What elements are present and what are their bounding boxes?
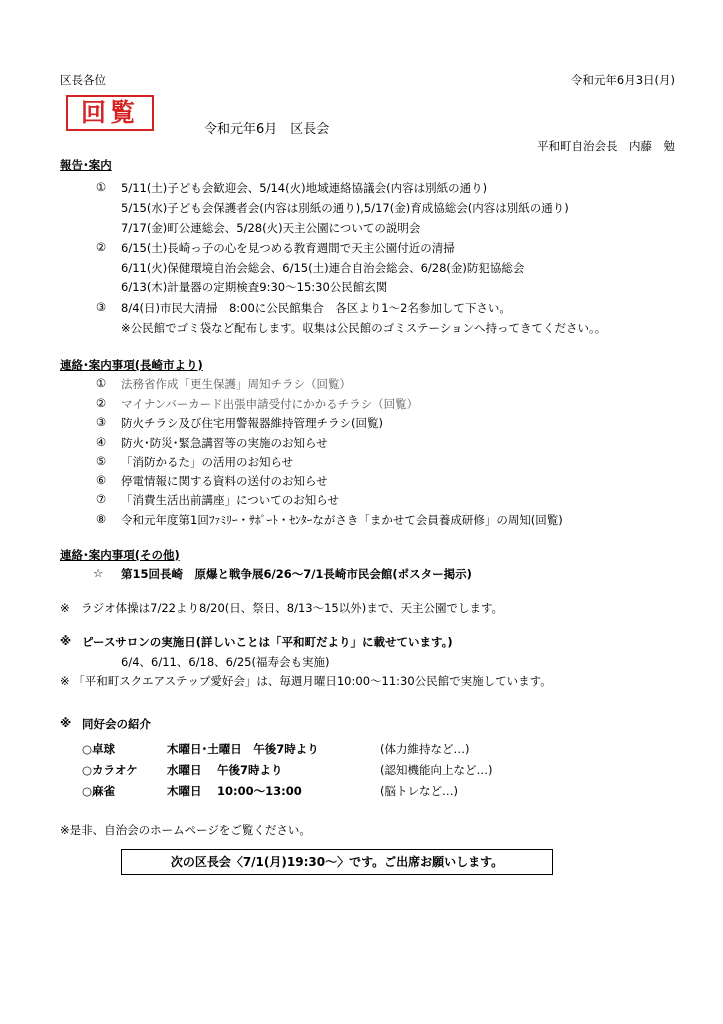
page-title: 令和元年6月 区長会 — [204, 122, 330, 137]
document-date: 令和元年6月3日(月) — [570, 73, 675, 87]
report-item-2-num: ② — [95, 240, 107, 254]
city-item-3: 防火チラシ及び住宅用警報器維持管理チラシ(回覧) — [121, 416, 383, 430]
report-item-2-line-2: 6/11(火)保健環境自治会総会、6/15(土)連合自治会総会、6/28(金)防犯協総会 — [121, 261, 525, 275]
square-step-note: ※ 「平和町スクエアステップ愛好会」は、毎週月曜日10:00～11:30公民館で実施しています。 — [60, 674, 552, 688]
other-notices-heading: 連絡･案内事項(その他) — [60, 548, 180, 562]
homepage-note: ※是非、自治会のホームページをご覧ください。 — [60, 823, 311, 837]
club-1-note: (体力維持など…) — [380, 742, 470, 756]
report-item-3-line-1: 8/4(日)市民大清掃 8:00に公民館集合 各区より1～2名参加して下さい。 — [121, 301, 511, 315]
addressee: 区長各位 — [60, 73, 106, 87]
circulation-stamp: 回覧 — [66, 95, 154, 131]
peace-salon-heading: ピースサロンの実施日(詳しいことは「平和町だより」に載せています。) — [82, 635, 453, 649]
club-1-name: ○卓球 — [82, 742, 116, 756]
city-item-6-num: ⑥ — [95, 473, 107, 487]
city-item-6: 停電情報に関する資料の送付のお知らせ — [121, 474, 328, 488]
club-2-schedule: 水曜日 午後7時より — [167, 763, 283, 777]
report-item-1-line-1: 5/11(土)子ども会歓迎会、5/14(火)地域連絡協議会(内容は別紙の通り) — [121, 181, 488, 195]
city-item-4-num: ④ — [95, 435, 107, 449]
next-meeting-box: 次の区長会〈7/1(月)19:30～〉です。ご出席お願いします。 — [121, 849, 553, 875]
city-item-1: 法務省作成「更生保護」周知チラシ（回覧） — [121, 377, 351, 391]
city-item-3-num: ③ — [95, 415, 107, 429]
city-item-8-num: ⑧ — [95, 512, 107, 526]
peace-salon-dates: 6/4、6/11、6/18、6/25(福寿会も実施) — [121, 655, 330, 669]
club-2-name: ○カラオケ — [82, 763, 138, 777]
club-2-note: (認知機能向上など…) — [380, 763, 493, 777]
report-item-1-num: ① — [95, 180, 107, 194]
club-3-name: ○麻雀 — [82, 784, 116, 798]
city-item-8: 令和元年度第1回ﾌｧﾐﾘｰ・ｻﾎﾟｰﾄ・ｾﾝﾀｰながさき「まかせて会員養成研修」の周知(回覧) — [121, 513, 563, 527]
city-item-2-num: ② — [95, 396, 107, 410]
city-notices-heading: 連絡･案内事項(長崎市より) — [60, 358, 203, 372]
reports-heading: 報告･案内 — [60, 158, 112, 172]
club-heading: 同好会の紹介 — [82, 717, 151, 731]
radio-exercise-note: ※ ラジオ体操は7/22より8/20(日、祭日、8/13～15以外)まで、天主公園でします。 — [60, 601, 504, 615]
city-item-1-num: ① — [95, 376, 107, 390]
report-item-2-line-1: 6/15(土)長崎っ子の心を見つめる教育週間で天主公園付近の清掃 — [121, 241, 455, 255]
sender: 平和町自治会長 内藤 勉 — [537, 139, 675, 153]
city-item-5: 「消防かるた」の活用のお知らせ — [121, 455, 294, 469]
club-3-schedule: 木曜日 10:00～13:00 — [167, 784, 302, 798]
club-1-schedule: 木曜日･土曜日 午後7時より — [167, 742, 319, 756]
city-item-7: 「消費生活出前講座」についてのお知らせ — [121, 493, 339, 507]
city-item-7-num: ⑦ — [95, 492, 107, 506]
report-item-2-line-3: 6/13(木)計量器の定期検査9:30～15:30公民館玄関 — [121, 280, 388, 294]
report-item-1-line-2: 5/15(水)子ども会保護者会(内容は別紙の通り),5/17(金)育成協総会(内容は別紙の通り) — [121, 201, 569, 215]
star-icon: ☆ — [93, 566, 104, 580]
city-item-4: 防火･防災･緊急講習等の実施のお知らせ — [121, 436, 328, 450]
exhibition-notice: 第15回長崎 原爆と戦争展6/26～7/1長崎市民会館(ポスター掲示) — [121, 567, 472, 581]
peace-salon-mark: ※ — [60, 634, 72, 648]
club-3-note: (脳トレなど…) — [380, 784, 458, 798]
city-item-2: マイナンバーカード出張申請受付にかかるチラシ（回覧） — [121, 397, 419, 411]
report-item-3-line-2: ※公民館でゴミ袋など配布します。収集は公民館のゴミステーションへ持ってきてください。。 — [121, 321, 607, 335]
club-mark: ※ — [60, 716, 72, 730]
report-item-3-num: ③ — [95, 300, 107, 314]
report-item-1-line-3: 7/17(金)町公連総会、5/28(火)天主公園についての説明会 — [121, 221, 421, 235]
city-item-5-num: ⑤ — [95, 454, 107, 468]
